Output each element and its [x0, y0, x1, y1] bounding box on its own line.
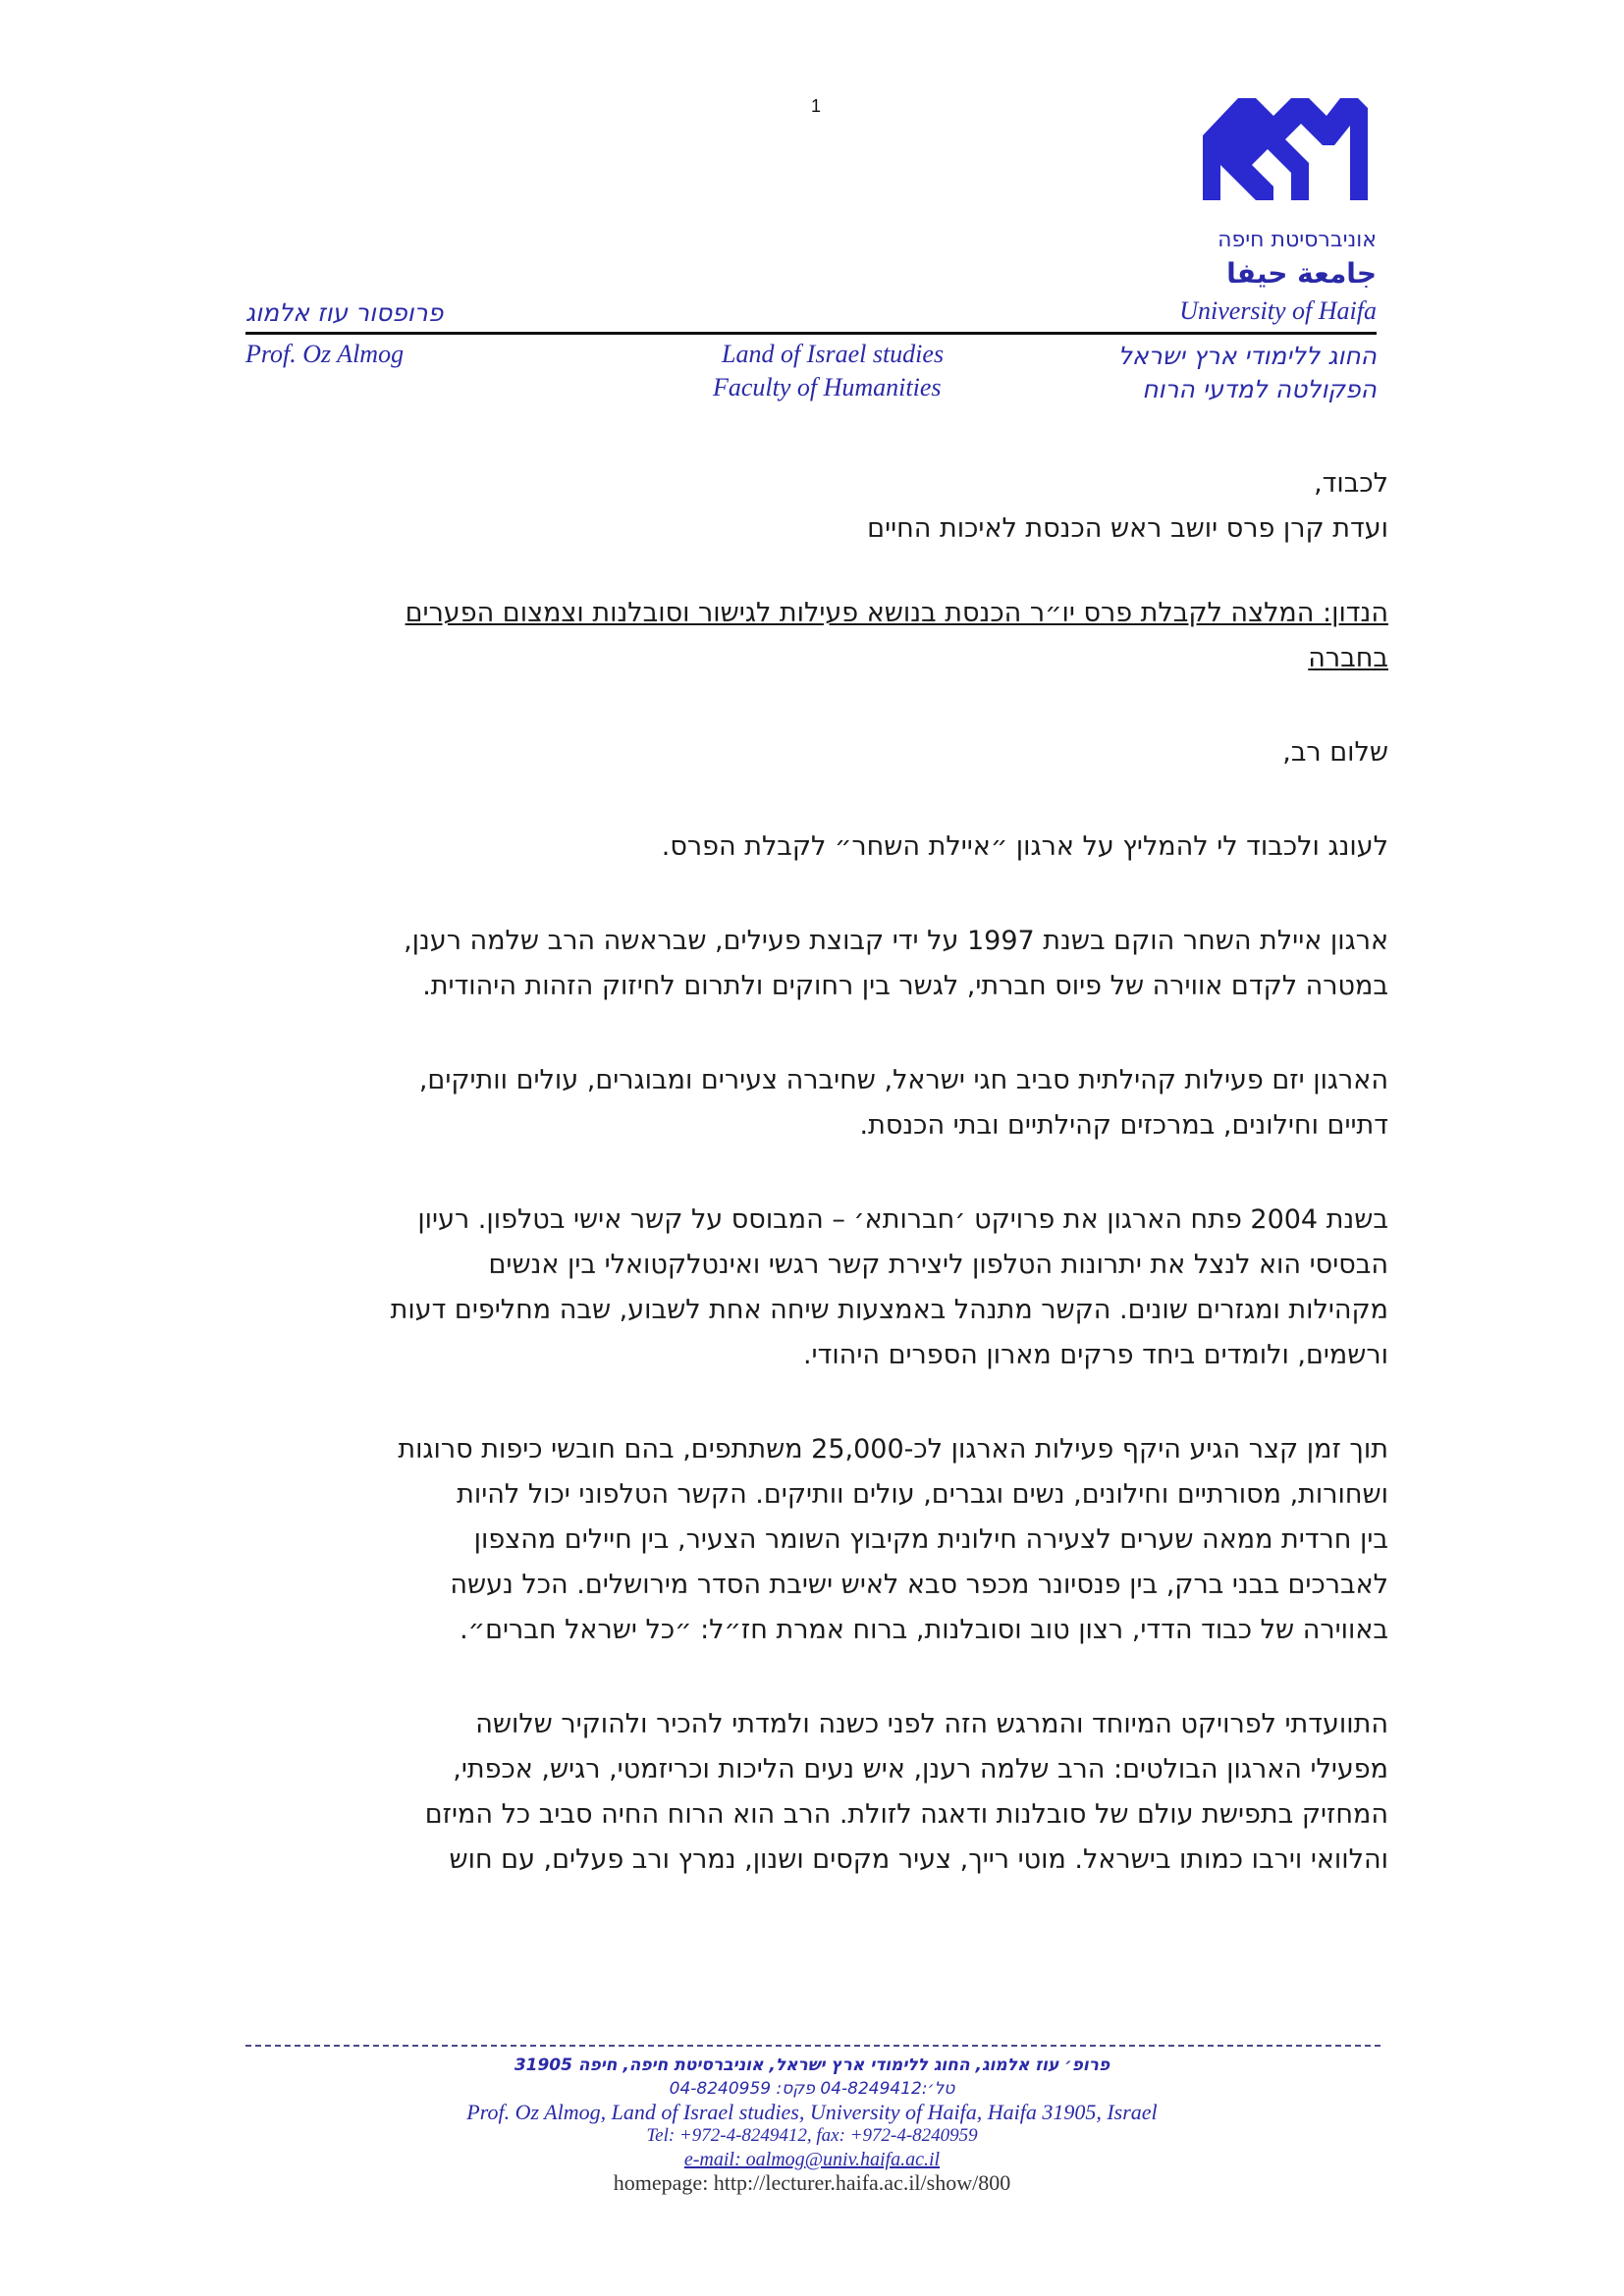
header-rule — [245, 332, 1377, 335]
footer-english-address: Prof. Oz Almog, Land of Israel studies, University of Haifa, Haifa 31905, Israel — [466, 2100, 1158, 2124]
paragraph-line: באווירה של כבוד הדדי, רצון טוב וסובלנות, ברוח אמרת חז״ל: ״כל ישראל חברים״. — [460, 1615, 1388, 1645]
paragraph-line: התוועדתי לפרויקט המיוחד והמרגש הזה לפני כשנה ולמדתי להכיר ולהוקיר שלושה — [475, 1709, 1388, 1739]
paragraph-line: מפעילי הארגון הבולטים: הרב שלמה רענן, איש נעים הליכות וכריזמטי, רגיש, אכפתי, — [453, 1754, 1388, 1785]
logo-english-name: University of Haifa — [1179, 296, 1377, 325]
paragraph-line: מקהילות ומגזרים שונים. הקשר מתנהל באמצעות שיחה אחת לשבוע, שבה מחליפים דעות — [390, 1295, 1388, 1325]
paragraph-line: בין חרדית ממאה שערים לצעירה חילונית מקיבוץ השומר הצעיר, בין חיילים מהצפון — [473, 1524, 1388, 1555]
paragraph-line: בשנת 2004 פתח הארגון את פרויקט ׳חברותא׳ – המבוסס על קשר אישי בטלפון. רעיון — [417, 1204, 1388, 1235]
paragraph — [230, 825, 1388, 870]
footer-phone-fax: Tel: +972-4-8249412, fax: +972-4-8240959 — [646, 2125, 978, 2146]
paragraph-line: דתיים וחילונים, במרכזים קהילתיים ובתי הכנסת. — [859, 1110, 1388, 1141]
paragraph — [230, 919, 1388, 1009]
paragraph-line: לעונג ולכבוד לי להמליץ על ארגון ״איילת השחר״ לקבלת הפרס. — [661, 831, 1388, 862]
paragraph — [230, 1702, 1388, 1883]
paragraph-line: הארגון יזם פעילות קהילתית סביב חגי ישראל, שחיברה צעירים ומבוגרים, עולים וותיקים, — [418, 1065, 1388, 1095]
faculty-hebrew: הפקולטה למדעי הרוח — [1142, 375, 1377, 403]
logo-arabic-name: جامعة حيفا — [1226, 257, 1377, 290]
paragraph-line: ושחורות, מסורתיים וחילונים, נשים וגברים, עולים וותיקים. הקשר הטלפוני יכול להיות — [457, 1479, 1388, 1510]
footer-homepage-link[interactable]: homepage: http://lecturer.haifa.ac.il/show/800 — [613, 2170, 1011, 2195]
paragraph-line: והלוואי וירבו כמותו בישראל. מוטי רייך, צעיר מקסים ושנון, נמרץ ורב פעלים, עם חוש — [449, 1844, 1388, 1875]
subject-line: הנדון: המלצה לקבלת פרס יו״ר הכנסת בנושא פעילות לגישור וסובלנות וצמצום הפערים — [405, 598, 1388, 628]
footer-divider — [245, 2045, 1380, 2047]
author-english: Prof. Oz Almog — [245, 340, 405, 368]
paragraph-line: הבסיסי הוא לנצל את יתרונות הטלפון ליצירת קשר רגשי ואינטלקטואלי בין אנשים — [488, 1250, 1388, 1280]
paragraph-line: ורשמים, ולומדים ביחד פרקים מארון הספרים היהודי. — [802, 1340, 1388, 1370]
recipient-line: ועדת קרן פרס יושב ראש הכנסת לאיכות החיים — [867, 513, 1388, 544]
faculty-english: Faculty of Humanities — [713, 373, 942, 401]
footer-hebrew-phone: טל׳:04-8249412 פקס: 04-8240959 — [669, 2079, 955, 2099]
university-logo — [1203, 94, 1370, 204]
paragraph-line: תוך זמן קצר הגיע היקף פעילות הארגון לכ-25,000 משתתפים, בהם חובשי כיפות סרוגות — [398, 1434, 1388, 1465]
paragraph-line: ארגון איילת השחר הוקם בשנת 1997 על ידי קבוצת פעילים, שבראשה הרב שלמה רענן, — [404, 926, 1388, 956]
salutation-line: לכבוד, — [1314, 468, 1388, 499]
subject-line-continued: בחברה — [1308, 643, 1388, 673]
author-hebrew: פרופסור עוז אלמוג — [245, 298, 444, 327]
department-hebrew: החוג ללימודי ארץ ישראל — [1117, 342, 1377, 370]
footer — [0, 2054, 1624, 2195]
page-number: 1 — [811, 96, 822, 116]
paragraph — [230, 1058, 1388, 1148]
letter-body — [230, 461, 1388, 1883]
department-english: Land of Israel studies — [722, 340, 945, 368]
logo-hebrew-name: אוניברסיטת חיפה — [1218, 228, 1377, 252]
paragraph-line: המחזיק בתפישת עולם של סובלנות ודאגה לזולת. הרב הוא הרוח החיה סביב כל המיזם — [424, 1799, 1388, 1830]
paragraph — [230, 1427, 1388, 1653]
footer-hebrew-address: פרופ׳ עוז אלמוג, החוג ללימודי ארץ ישראל, אוניברסיטת חיפה, חיפה 31905 — [514, 2056, 1110, 2075]
paragraph-line: לאברכים בבני ברק, בין פנסיונר מכפר סבא לאיש ישיבת הסדר מירושלים. הכל נעשה — [450, 1570, 1388, 1600]
paragraph-line: במטרה לקדם אווירה של פיוס חברתי, לגשר בין רחוקים ולתרום לחיזוק הזהות היהודית. — [422, 971, 1388, 1001]
paragraph — [230, 1198, 1388, 1378]
greeting: שלום רב, — [1282, 737, 1388, 768]
footer-email-link[interactable]: e-mail: oalmog@univ.haifa.ac.il — [683, 2149, 941, 2170]
